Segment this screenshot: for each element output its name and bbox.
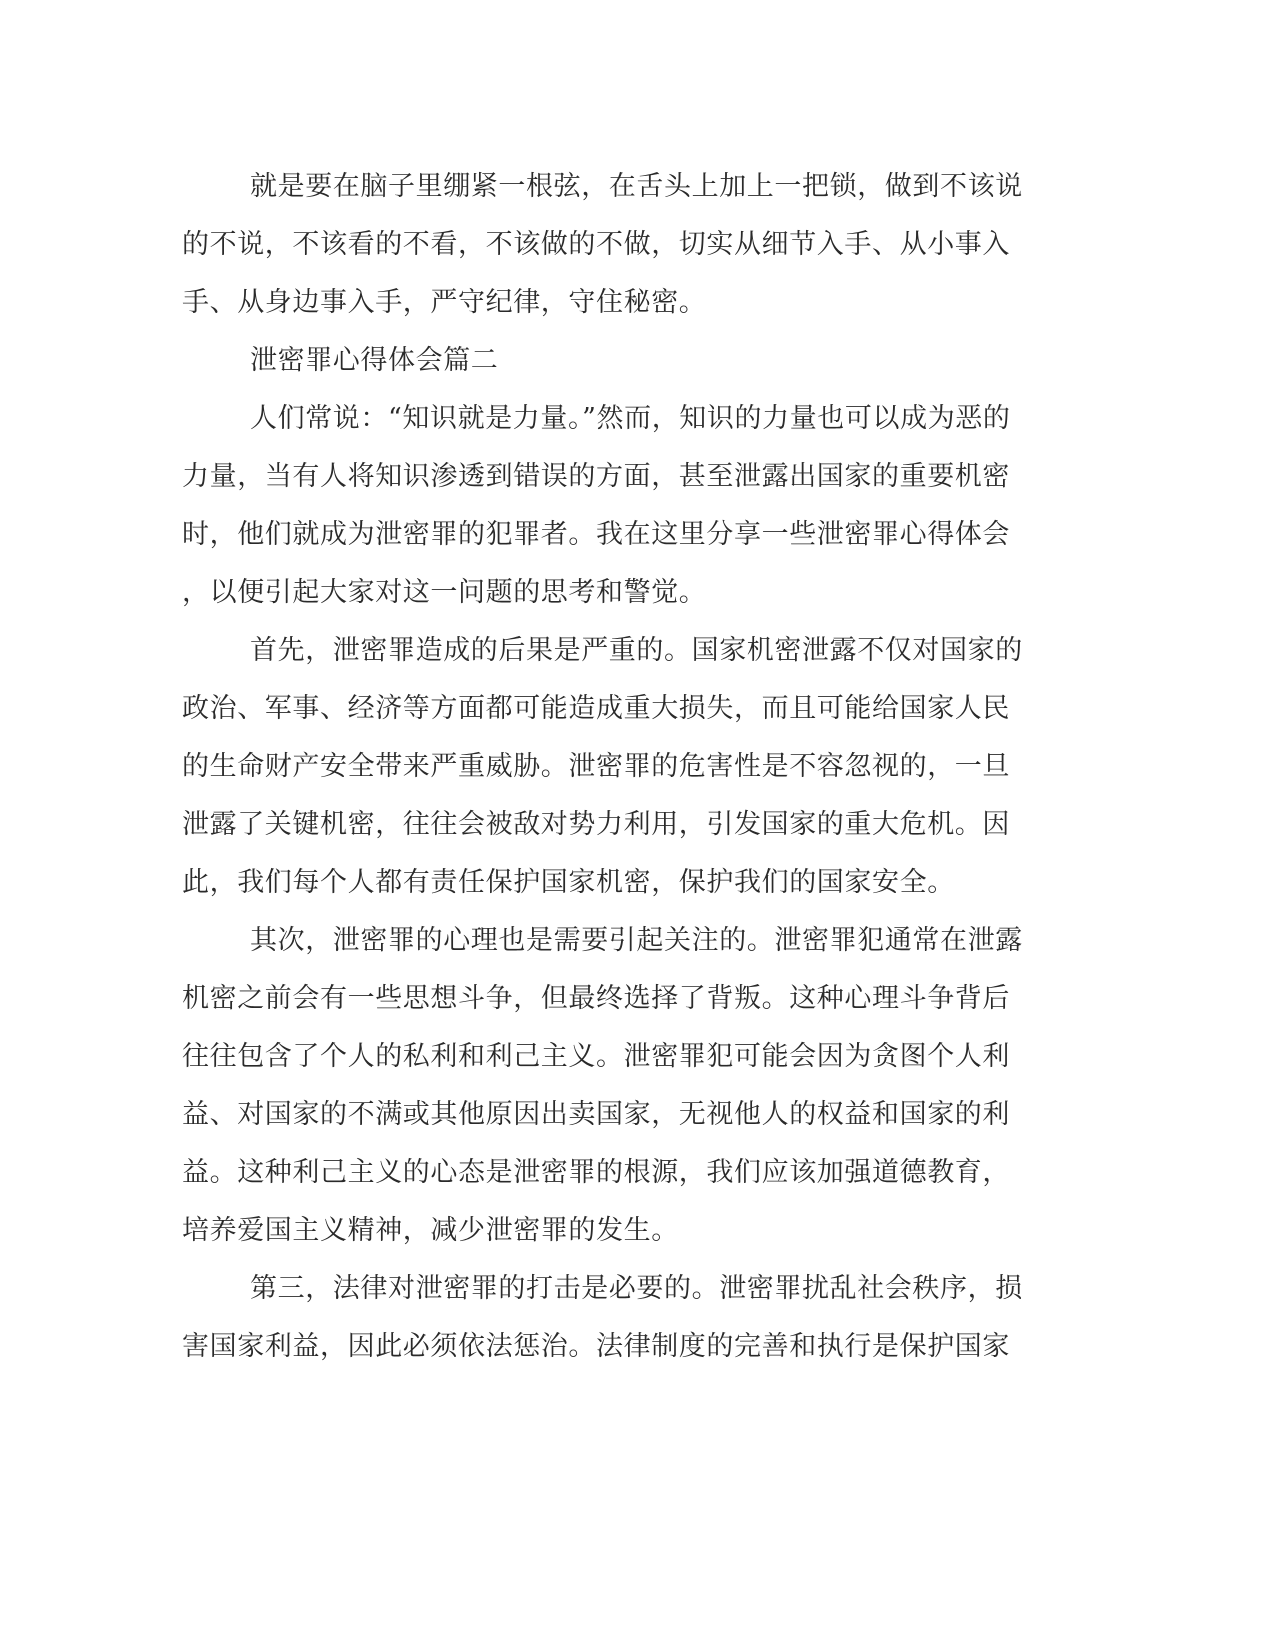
paragraph-line: 首先，泄密罪造成的后果是严重的。国家机密泄露不仅对国家的 — [250, 635, 1023, 666]
paragraph-line: 的不说，不该看的不看，不该做的不做，切实从细节入手、从小事入 — [182, 229, 1010, 260]
paragraph-line: ，以便引起大家对这一问题的思考和警觉。 — [182, 577, 707, 608]
paragraph-line: 其次，泄密罪的心理也是需要引起关注的。泄密罪犯通常在泄露 — [250, 925, 1023, 956]
paragraph-line: 政治、军事、经济等方面都可能造成重大损失，而且可能给国家人民 — [182, 693, 1010, 724]
paragraph-line: 往往包含了个人的私利和利己主义。泄密罪犯可能会因为贪图个人利 — [182, 1041, 1010, 1072]
paragraph-line: 的生命财产安全带来严重威胁。泄密罪的危害性是不容忽视的，一旦 — [182, 751, 1010, 782]
section-heading: 泄密罪心得体会篇二 — [250, 345, 499, 376]
paragraph-line: 手、从身边事入手，严守纪律，守住秘密。 — [182, 287, 707, 318]
paragraph-line: 人们常说：“知识就是力量。”然而，知识的力量也可以成为恶的 — [250, 403, 1011, 434]
paragraph-line: 第三，法律对泄密罪的打击是必要的。泄密罪扰乱社会秩序，损 — [250, 1273, 1023, 1304]
paragraph-line: 益。这种利己主义的心态是泄密罪的根源，我们应该加强道德教育， — [182, 1157, 1010, 1188]
paragraph-line: 泄露了关键机密，往往会被敌对势力利用，引发国家的重大危机。因 — [182, 809, 1010, 840]
paragraph-line: 培养爱国主义精神，减少泄密罪的发生。 — [182, 1215, 679, 1246]
paragraph-line: 此，我们每个人都有责任保护国家机密，保护我们的国家安全。 — [182, 867, 955, 898]
document-body — [182, 158, 1032, 1376]
paragraph-line: 就是要在脑子里绷紧一根弦，在舌头上加上一把锁，做到不该说 — [250, 171, 1023, 202]
paragraph-line: 益、对国家的不满或其他原因出卖国家，无视他人的权益和国家的利 — [182, 1099, 1010, 1130]
paragraph-line: 机密之前会有一些思想斗争，但最终选择了背叛。这种心理斗争背后 — [182, 983, 1010, 1014]
paragraph-line: 害国家利益，因此必须依法惩治。法律制度的完善和执行是保护国家 — [182, 1331, 1010, 1362]
paragraph-line: 力量，当有人将知识渗透到错误的方面，甚至泄露出国家的重要机密 — [182, 461, 1010, 492]
paragraph-line: 时，他们就成为泄密罪的犯罪者。我在这里分享一些泄密罪心得体会 — [182, 519, 1010, 550]
